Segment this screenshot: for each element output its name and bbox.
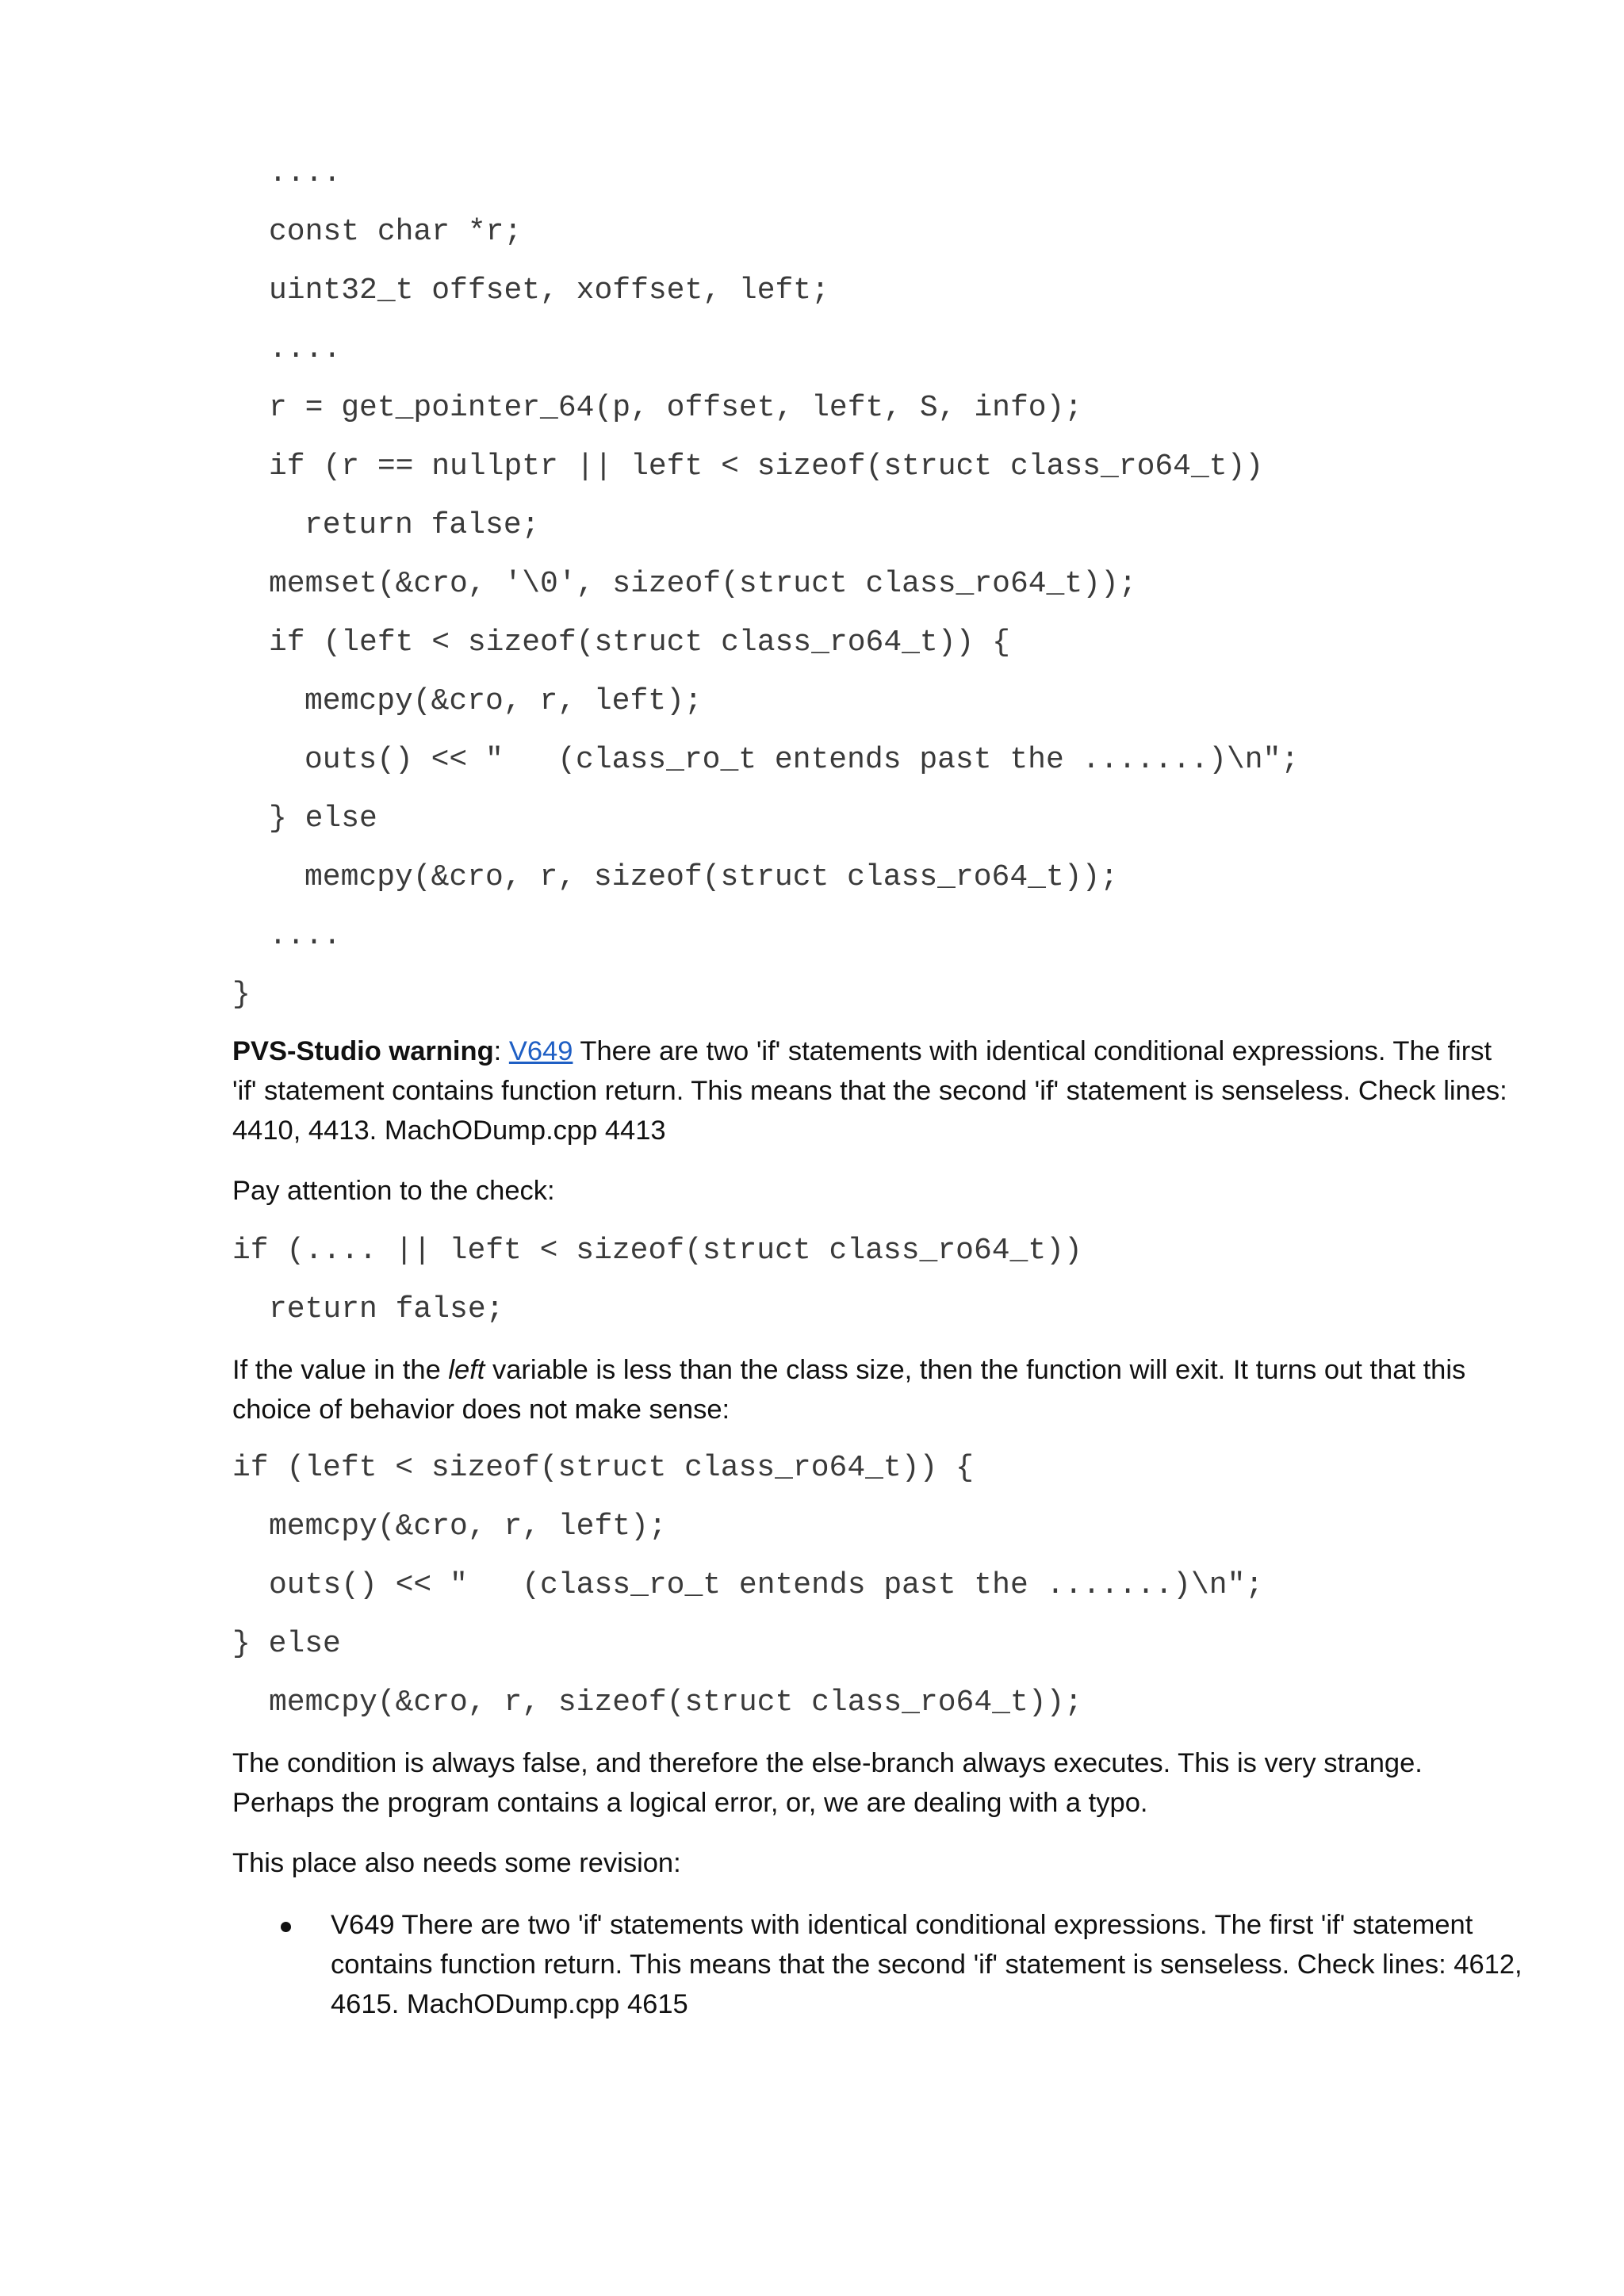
code-line: outs() << " (class_ro_t entends past the .......)\n"; [304,743,1300,777]
code-line: memcpy(&cro, r, left); [304,684,703,718]
code-line: .... [269,156,342,190]
code-line: memcpy(&cro, r, sizeof(struct class_ro64_t)); [304,860,1119,894]
v649-link[interactable]: V649 [508,1036,573,1066]
code-line: } else [232,1627,341,1661]
warning-text: There are two 'if' statements with identical conditional expressions. The first 'if' statement contains function return. This means that the second 'if' statement is senseless. Check lines: 4410, 4413. MachODump.cpp 4413 [232,1036,1507,1146]
code-line: return false; [304,508,540,542]
code-line: const char *r; [269,215,523,249]
code-line: if (r == nullptr || left < sizeof(struct class_ro64_t)) [269,450,1264,484]
code-line: return false; [269,1292,504,1326]
left-variable-name: left [448,1355,485,1385]
attention-paragraph: Pay attention to the check: [232,1176,555,1206]
revision-paragraph: This place also needs some revision: [232,1848,681,1878]
warning-separator: : [493,1036,509,1066]
list-item: V649 There are two 'if' statements with identical conditional expressions. The first 'if' statement contains function return. This means that the second 'if' statement is senseless. Check lines: 4612, 4615. MachODump.cpp 4615 [331,1910,1522,2019]
warning-label: PVS-Studio warning [232,1036,494,1066]
code-line: memcpy(&cro, r, left); [269,1510,667,1544]
code-line: if (left < sizeof(struct class_ro64_t)) { [269,626,1010,660]
code-line: uint32_t offset, xoffset, left; [269,274,829,308]
code-line: .... [269,332,342,366]
code-line: if (left < sizeof(struct class_ro64_t)) { [232,1451,974,1485]
pvs-warning-paragraph [232,1031,1517,1150]
code-line: } else [269,802,377,836]
code-line: outs() << " (class_ro_t entends past the .......)\n"; [269,1568,1264,1602]
code-line: if (.... || left < sizeof(struct class_ro64_t)) [232,1234,1082,1268]
left-variable-paragraph: If the value in the left variable is less than the class size, then the function will exit. It turns out that this choice of behavior does not make sense: [232,1355,1466,1425]
code-line: .... [269,919,342,953]
condition-paragraph: The condition is always false, and therefore the else-branch always executes. This is very strange. Perhaps the program contains a logical error, or, we are dealing with a typo. [232,1748,1423,1818]
bullet-marker [281,1922,291,1932]
code-line: memcpy(&cro, r, sizeof(struct class_ro64_t)); [269,1686,1083,1720]
code-line: r = get_pointer_64(p, offset, left, S, info); [269,391,1083,425]
code-line: memset(&cro, '\0', sizeof(struct class_ro64_t)); [269,567,1137,601]
code-line: } [232,978,251,1012]
